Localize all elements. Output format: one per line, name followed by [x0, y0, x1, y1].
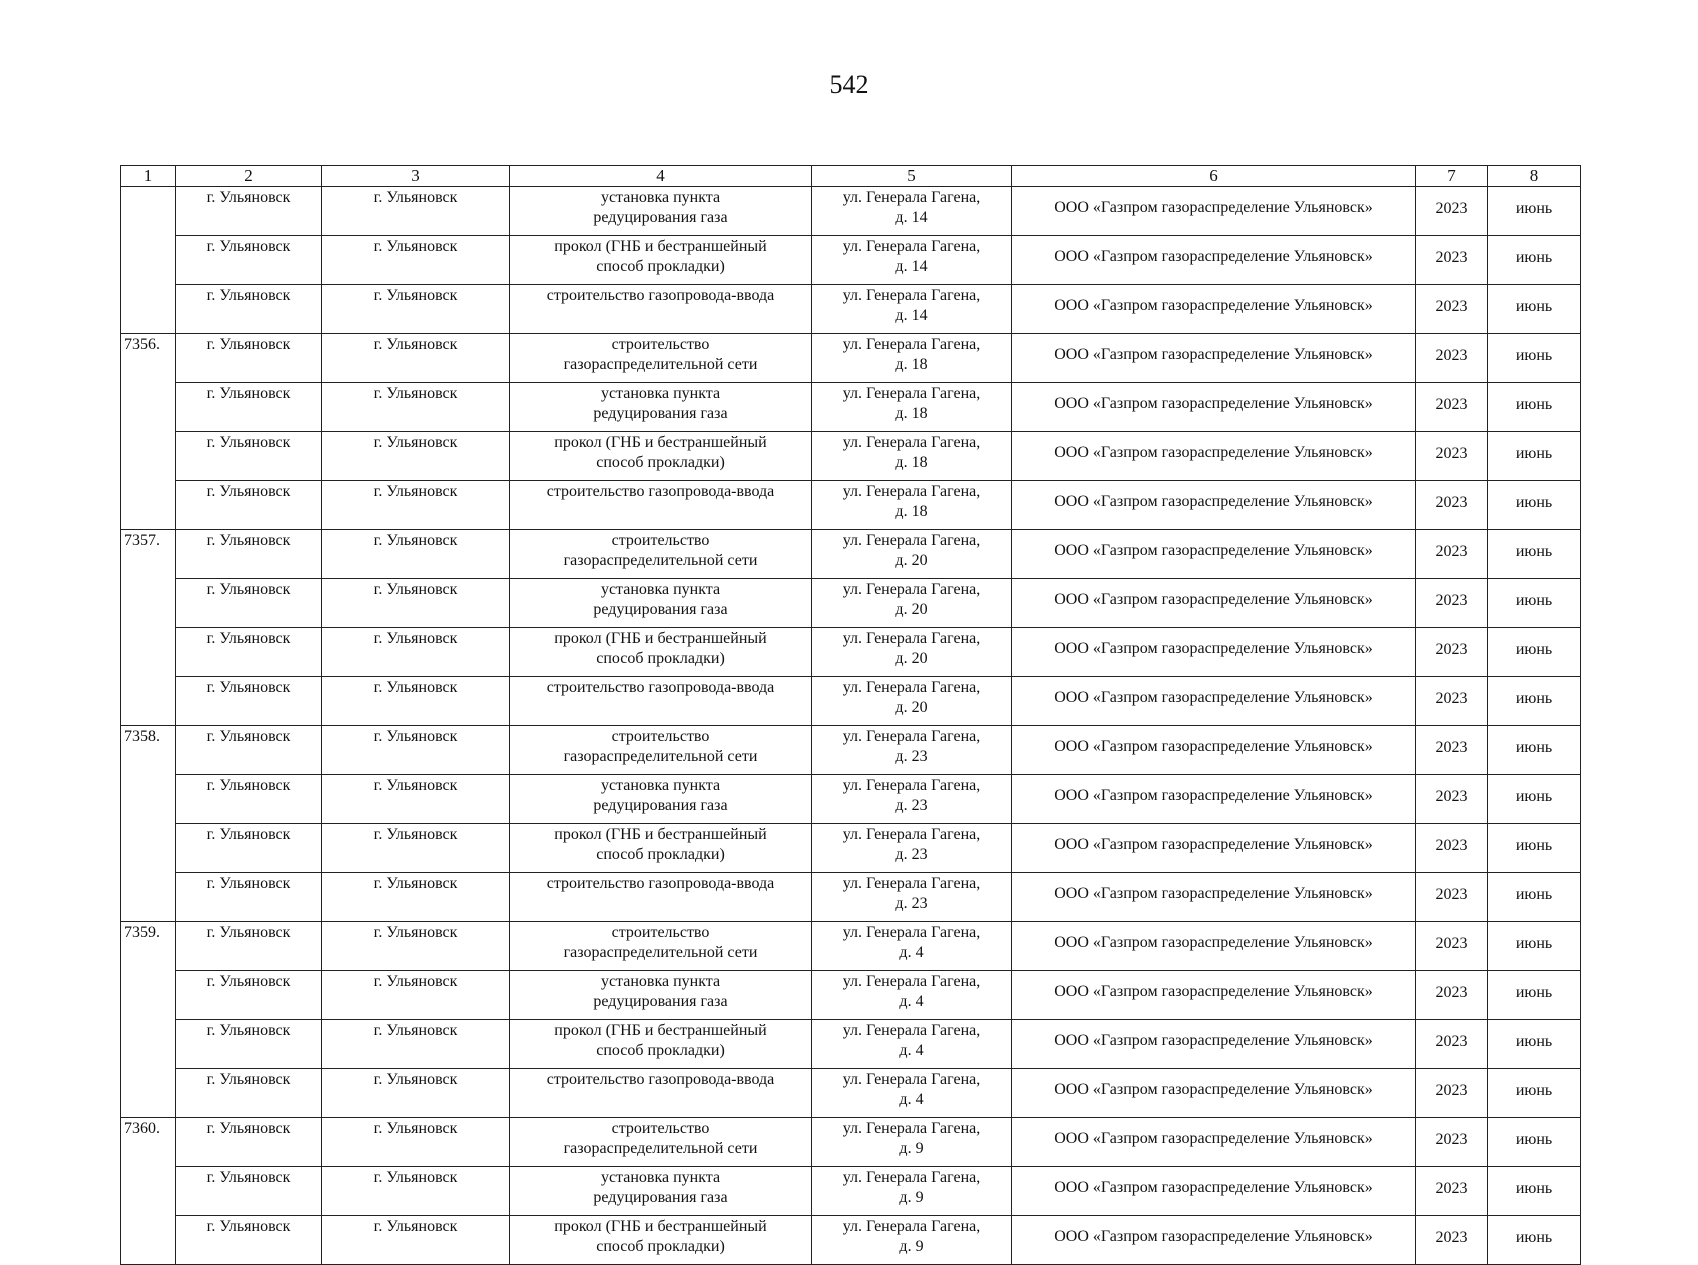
address-cell-line1: ул. Генерала Гагена,: [842, 875, 981, 892]
year-cell: 2023: [1416, 579, 1488, 628]
settlement-cell: г. Ульяновск: [322, 481, 510, 530]
owner-cell: ООО «Газпром газораспределение Ульяновск»: [1012, 824, 1416, 873]
address-cell-line1: ул. Генерала Гагена,: [842, 728, 981, 745]
month-cell: июнь: [1488, 726, 1581, 775]
owner-cell: ООО «Газпром газораспределение Ульяновск»: [1012, 1167, 1416, 1216]
month-cell: июнь: [1488, 334, 1581, 383]
work-type-cell-line2: способ прокладки): [596, 846, 725, 863]
work-type-cell-line2: газораспределительной сети: [563, 356, 758, 373]
address-cell-line2: д. 4: [899, 944, 924, 961]
address-cell-line1: ул. Генерала Гагена,: [842, 532, 981, 549]
month-cell: июнь: [1488, 1216, 1581, 1265]
work-type-cell-line2: редуцирования газа: [593, 993, 728, 1010]
work-type-cell-line1: прокол (ГНБ и бестраншейный: [554, 238, 767, 255]
address-cell-line1: ул. Генерала Гагена,: [842, 924, 981, 941]
address-cell-line2: д. 14: [895, 307, 928, 324]
work-type-cell-line1: установка пункта: [600, 189, 721, 206]
address-cell: [812, 971, 1012, 1020]
column-header: 4: [510, 166, 812, 187]
settlement-cell: г. Ульяновск: [322, 1167, 510, 1216]
year-cell: 2023: [1416, 334, 1488, 383]
work-type-cell-line1: прокол (ГНБ и бестраншейный: [554, 630, 767, 647]
work-type-cell-line1: строительство газопровода-ввода: [546, 483, 775, 500]
work-type-cell: [510, 530, 812, 579]
address-cell-line1: ул. Генерала Гагена,: [842, 777, 981, 794]
address-cell-line1: ул. Генерала Гагена,: [842, 581, 981, 598]
year-cell: 2023: [1416, 481, 1488, 530]
works-table: [120, 165, 1581, 1265]
table-row: [121, 530, 1581, 579]
municipality-cell: г. Ульяновск: [176, 775, 322, 824]
month-cell: июнь: [1488, 824, 1581, 873]
address-cell: [812, 383, 1012, 432]
item-number-cell: 7360.: [121, 1118, 176, 1265]
address-cell-line1: ул. Генерала Гагена,: [842, 483, 981, 500]
work-type-cell-line1: установка пункта: [600, 385, 721, 402]
year-cell: 2023: [1416, 873, 1488, 922]
work-type-cell: [510, 775, 812, 824]
address-cell-line1: ул. Генерала Гагена,: [842, 973, 981, 990]
address-cell: [812, 677, 1012, 726]
address-cell-line1: ул. Генерала Гагена,: [842, 189, 981, 206]
owner-cell: ООО «Газпром газораспределение Ульяновск»: [1012, 432, 1416, 481]
settlement-cell: г. Ульяновск: [322, 1216, 510, 1265]
address-cell-line2: д. 23: [895, 797, 928, 814]
work-type-cell-line1: строительство: [611, 336, 710, 353]
work-type-cell-line1: строительство газопровода-ввода: [546, 875, 775, 892]
settlement-cell: г. Ульяновск: [322, 334, 510, 383]
year-cell: 2023: [1416, 285, 1488, 334]
settlement-cell: г. Ульяновск: [322, 1118, 510, 1167]
work-type-cell: [510, 236, 812, 285]
work-type-cell: [510, 285, 812, 334]
owner-cell: ООО «Газпром газораспределение Ульяновск»: [1012, 530, 1416, 579]
address-cell-line1: ул. Генерала Гагена,: [842, 1022, 981, 1039]
municipality-cell: г. Ульяновск: [176, 530, 322, 579]
work-type-cell-line2: редуцирования газа: [593, 1189, 728, 1206]
column-header: 1: [121, 166, 176, 187]
month-cell: июнь: [1488, 187, 1581, 236]
year-cell: 2023: [1416, 1118, 1488, 1167]
header-row: [121, 166, 1581, 187]
year-cell: 2023: [1416, 236, 1488, 285]
municipality-cell: г. Ульяновск: [176, 726, 322, 775]
owner-cell: ООО «Газпром газораспределение Ульяновск»: [1012, 922, 1416, 971]
municipality-cell: г. Ульяновск: [176, 1069, 322, 1118]
municipality-cell: г. Ульяновск: [176, 922, 322, 971]
address-cell: [812, 187, 1012, 236]
year-cell: 2023: [1416, 677, 1488, 726]
address-cell-line2: д. 20: [895, 650, 928, 667]
work-type-cell: [510, 873, 812, 922]
month-cell: июнь: [1488, 873, 1581, 922]
address-cell-line2: д. 20: [895, 699, 928, 716]
address-cell-line2: д. 18: [895, 405, 928, 422]
municipality-cell: г. Ульяновск: [176, 677, 322, 726]
work-type-cell-line1: строительство газопровода-ввода: [546, 679, 775, 696]
address-cell-line2: д. 9: [899, 1238, 924, 1255]
address-cell: [812, 1216, 1012, 1265]
owner-cell: ООО «Газпром газораспределение Ульяновск»: [1012, 726, 1416, 775]
work-type-cell: [510, 1118, 812, 1167]
owner-cell: ООО «Газпром газораспределение Ульяновск»: [1012, 383, 1416, 432]
item-number-cell: 7356.: [121, 334, 176, 530]
month-cell: июнь: [1488, 432, 1581, 481]
work-type-cell-line1: строительство газопровода-ввода: [546, 1071, 775, 1088]
work-type-cell: [510, 383, 812, 432]
work-type-cell: [510, 334, 812, 383]
work-type-cell: [510, 824, 812, 873]
owner-cell: ООО «Газпром газораспределение Ульяновск»: [1012, 236, 1416, 285]
work-type-cell-line2: редуцирования газа: [593, 209, 728, 226]
owner-cell: ООО «Газпром газораспределение Ульяновск»: [1012, 873, 1416, 922]
work-type-cell-line1: строительство: [611, 924, 710, 941]
municipality-cell: г. Ульяновск: [176, 285, 322, 334]
item-number-cell: 7359.: [121, 922, 176, 1118]
address-cell-line1: ул. Генерала Гагена,: [842, 630, 981, 647]
settlement-cell: г. Ульяновск: [322, 579, 510, 628]
work-type-cell-line2: способ прокладки): [596, 1238, 725, 1255]
month-cell: июнь: [1488, 1118, 1581, 1167]
address-cell: [812, 775, 1012, 824]
table-row: [121, 187, 1581, 236]
address-cell-line2: д. 20: [895, 601, 928, 618]
address-cell-line1: ул. Генерала Гагена,: [842, 826, 981, 843]
work-type-cell-line1: строительство газопровода-ввода: [546, 287, 775, 304]
work-type-cell-line2: газораспределительной сети: [563, 748, 758, 765]
month-cell: июнь: [1488, 383, 1581, 432]
address-cell-line2: д. 4: [899, 993, 924, 1010]
table-row: [121, 432, 1581, 481]
work-type-cell: [510, 971, 812, 1020]
work-type-cell-line1: строительство: [611, 728, 710, 745]
month-cell: июнь: [1488, 922, 1581, 971]
address-cell-line2: д. 23: [895, 895, 928, 912]
table-row: [121, 824, 1581, 873]
owner-cell: ООО «Газпром газораспределение Ульяновск»: [1012, 1069, 1416, 1118]
year-cell: 2023: [1416, 187, 1488, 236]
work-type-cell: [510, 726, 812, 775]
item-number-cell: [121, 187, 176, 334]
work-type-cell-line2: газораспределительной сети: [563, 944, 758, 961]
owner-cell: ООО «Газпром газораспределение Ульяновск»: [1012, 1216, 1416, 1265]
work-type-cell-line2: способ прокладки): [596, 454, 725, 471]
settlement-cell: г. Ульяновск: [322, 677, 510, 726]
year-cell: 2023: [1416, 628, 1488, 677]
year-cell: 2023: [1416, 1216, 1488, 1265]
address-cell: [812, 1069, 1012, 1118]
column-header: 8: [1488, 166, 1581, 187]
work-type-cell-line1: установка пункта: [600, 581, 721, 598]
item-number-cell: 7358.: [121, 726, 176, 922]
address-cell-line2: д. 4: [899, 1091, 924, 1108]
address-cell-line1: ул. Генерала Гагена,: [842, 287, 981, 304]
year-cell: 2023: [1416, 726, 1488, 775]
table-row: [121, 922, 1581, 971]
work-type-cell: [510, 628, 812, 677]
table-row: [121, 1167, 1581, 1216]
owner-cell: ООО «Газпром газораспределение Ульяновск»: [1012, 775, 1416, 824]
work-type-cell-line1: строительство: [611, 532, 710, 549]
address-cell: [812, 334, 1012, 383]
address-cell-line2: д. 18: [895, 454, 928, 471]
address-cell-line2: д. 23: [895, 748, 928, 765]
year-cell: 2023: [1416, 922, 1488, 971]
municipality-cell: г. Ульяновск: [176, 383, 322, 432]
work-type-cell: [510, 1069, 812, 1118]
table-row: [121, 677, 1581, 726]
address-cell-line2: д. 14: [895, 258, 928, 275]
year-cell: 2023: [1416, 383, 1488, 432]
month-cell: июнь: [1488, 285, 1581, 334]
year-cell: 2023: [1416, 971, 1488, 1020]
address-cell-line1: ул. Генерала Гагена,: [842, 1071, 981, 1088]
owner-cell: ООО «Газпром газораспределение Ульяновск»: [1012, 1118, 1416, 1167]
column-header: 2: [176, 166, 322, 187]
settlement-cell: г. Ульяновск: [322, 1069, 510, 1118]
month-cell: июнь: [1488, 579, 1581, 628]
owner-cell: ООО «Газпром газораспределение Ульяновск»: [1012, 187, 1416, 236]
column-header: 7: [1416, 166, 1488, 187]
settlement-cell: г. Ульяновск: [322, 775, 510, 824]
column-header: 3: [322, 166, 510, 187]
address-cell-line2: д. 18: [895, 356, 928, 373]
year-cell: 2023: [1416, 1167, 1488, 1216]
settlement-cell: г. Ульяновск: [322, 187, 510, 236]
settlement-cell: г. Ульяновск: [322, 383, 510, 432]
settlement-cell: г. Ульяновск: [322, 628, 510, 677]
address-cell: [812, 481, 1012, 530]
table-row: [121, 1020, 1581, 1069]
table-row: [121, 971, 1581, 1020]
address-cell: [812, 1118, 1012, 1167]
settlement-cell: г. Ульяновск: [322, 285, 510, 334]
month-cell: июнь: [1488, 1020, 1581, 1069]
table-row: [121, 383, 1581, 432]
month-cell: июнь: [1488, 971, 1581, 1020]
address-cell-line2: д. 9: [899, 1140, 924, 1157]
year-cell: 2023: [1416, 1069, 1488, 1118]
address-cell: [812, 579, 1012, 628]
address-cell-line1: ул. Генерала Гагена,: [842, 385, 981, 402]
address-cell: [812, 922, 1012, 971]
table-row: [121, 1216, 1581, 1265]
address-cell-line2: д. 20: [895, 552, 928, 569]
item-number-cell: 7357.: [121, 530, 176, 726]
month-cell: июнь: [1488, 236, 1581, 285]
work-type-cell-line2: способ прокладки): [596, 258, 725, 275]
municipality-cell: г. Ульяновск: [176, 579, 322, 628]
column-header: 6: [1012, 166, 1416, 187]
table-row: [121, 481, 1581, 530]
year-cell: 2023: [1416, 824, 1488, 873]
address-cell: [812, 1020, 1012, 1069]
municipality-cell: г. Ульяновск: [176, 873, 322, 922]
address-cell-line2: д. 4: [899, 1042, 924, 1059]
address-cell: [812, 432, 1012, 481]
owner-cell: ООО «Газпром газораспределение Ульяновск»: [1012, 1020, 1416, 1069]
address-cell-line2: д. 23: [895, 846, 928, 863]
month-cell: июнь: [1488, 530, 1581, 579]
month-cell: июнь: [1488, 775, 1581, 824]
settlement-cell: г. Ульяновск: [322, 530, 510, 579]
table-body: [121, 187, 1581, 1265]
municipality-cell: г. Ульяновск: [176, 1118, 322, 1167]
work-type-cell-line1: прокол (ГНБ и бестраншейный: [554, 1218, 767, 1235]
municipality-cell: г. Ульяновск: [176, 628, 322, 677]
owner-cell: ООО «Газпром газораспределение Ульяновск»: [1012, 971, 1416, 1020]
work-type-cell-line1: прокол (ГНБ и бестраншейный: [554, 826, 767, 843]
address-cell-line1: ул. Генерала Гагена,: [842, 434, 981, 451]
year-cell: 2023: [1416, 432, 1488, 481]
month-cell: июнь: [1488, 481, 1581, 530]
address-cell: [812, 1167, 1012, 1216]
table-row: [121, 873, 1581, 922]
work-type-cell: [510, 1167, 812, 1216]
work-type-cell-line2: способ прокладки): [596, 1042, 725, 1059]
month-cell: июнь: [1488, 628, 1581, 677]
table-row: [121, 1118, 1581, 1167]
settlement-cell: г. Ульяновск: [322, 971, 510, 1020]
table-row: [121, 1069, 1581, 1118]
work-type-cell-line2: способ прокладки): [596, 650, 725, 667]
work-type-cell-line1: установка пункта: [600, 973, 721, 990]
municipality-cell: г. Ульяновск: [176, 971, 322, 1020]
year-cell: 2023: [1416, 530, 1488, 579]
month-cell: июнь: [1488, 1167, 1581, 1216]
address-cell: [812, 824, 1012, 873]
owner-cell: ООО «Газпром газораспределение Ульяновск»: [1012, 285, 1416, 334]
address-cell-line2: д. 9: [899, 1189, 924, 1206]
address-cell-line1: ул. Генерала Гагена,: [842, 238, 981, 255]
year-cell: 2023: [1416, 775, 1488, 824]
month-cell: июнь: [1488, 1069, 1581, 1118]
municipality-cell: г. Ульяновск: [176, 432, 322, 481]
settlement-cell: г. Ульяновск: [322, 432, 510, 481]
owner-cell: ООО «Газпром газораспределение Ульяновск»: [1012, 481, 1416, 530]
work-type-cell: [510, 922, 812, 971]
table-row: [121, 579, 1581, 628]
owner-cell: ООО «Газпром газораспределение Ульяновск»: [1012, 579, 1416, 628]
owner-cell: ООО «Газпром газораспределение Ульяновск»: [1012, 677, 1416, 726]
work-type-cell: [510, 187, 812, 236]
work-type-cell: [510, 579, 812, 628]
municipality-cell: г. Ульяновск: [176, 1020, 322, 1069]
table-row: [121, 726, 1581, 775]
address-cell: [812, 628, 1012, 677]
address-cell-line2: д. 14: [895, 209, 928, 226]
column-header: 5: [812, 166, 1012, 187]
owner-cell: ООО «Газпром газораспределение Ульяновск»: [1012, 628, 1416, 677]
settlement-cell: г. Ульяновск: [322, 824, 510, 873]
owner-cell: ООО «Газпром газораспределение Ульяновск»: [1012, 334, 1416, 383]
municipality-cell: г. Ульяновск: [176, 481, 322, 530]
work-type-cell-line1: прокол (ГНБ и бестраншейный: [554, 434, 767, 451]
settlement-cell: г. Ульяновск: [322, 1020, 510, 1069]
work-type-cell-line2: газораспределительной сети: [563, 552, 758, 569]
work-type-cell-line2: газораспределительной сети: [563, 1140, 758, 1157]
work-type-cell: [510, 1020, 812, 1069]
table-row: [121, 775, 1581, 824]
month-cell: июнь: [1488, 677, 1581, 726]
address-cell-line1: ул. Генерала Гагена,: [842, 336, 981, 353]
work-type-cell-line2: редуцирования газа: [593, 405, 728, 422]
table-row: [121, 334, 1581, 383]
work-type-cell: [510, 481, 812, 530]
work-type-cell-line2: редуцирования газа: [593, 601, 728, 618]
page-number: 542: [829, 70, 869, 99]
work-type-cell-line1: прокол (ГНБ и бестраншейный: [554, 1022, 767, 1039]
work-type-cell-line1: установка пункта: [600, 777, 721, 794]
address-cell: [812, 530, 1012, 579]
municipality-cell: г. Ульяновск: [176, 1216, 322, 1265]
settlement-cell: г. Ульяновск: [322, 236, 510, 285]
address-cell: [812, 726, 1012, 775]
year-cell: 2023: [1416, 1020, 1488, 1069]
address-cell-line1: ул. Генерала Гагена,: [842, 679, 981, 696]
address-cell: [812, 236, 1012, 285]
settlement-cell: г. Ульяновск: [322, 726, 510, 775]
municipality-cell: г. Ульяновск: [176, 334, 322, 383]
work-type-cell: [510, 677, 812, 726]
work-type-cell: [510, 1216, 812, 1265]
municipality-cell: г. Ульяновск: [176, 236, 322, 285]
table-row: [121, 236, 1581, 285]
settlement-cell: г. Ульяновск: [322, 873, 510, 922]
municipality-cell: г. Ульяновск: [176, 824, 322, 873]
address-cell-line2: д. 18: [895, 503, 928, 520]
address-cell: [812, 873, 1012, 922]
table-row: [121, 628, 1581, 677]
work-type-cell-line1: строительство: [611, 1120, 710, 1137]
settlement-cell: г. Ульяновск: [322, 922, 510, 971]
address-cell: [812, 285, 1012, 334]
work-type-cell-line2: редуцирования газа: [593, 797, 728, 814]
table-row: [121, 285, 1581, 334]
address-cell-line1: ул. Генерала Гагена,: [842, 1169, 981, 1186]
work-type-cell: [510, 432, 812, 481]
address-cell-line1: ул. Генерала Гагена,: [842, 1218, 981, 1235]
municipality-cell: г. Ульяновск: [176, 187, 322, 236]
address-cell-line1: ул. Генерала Гагена,: [842, 1120, 981, 1137]
work-type-cell-line1: установка пункта: [600, 1169, 721, 1186]
municipality-cell: г. Ульяновск: [176, 1167, 322, 1216]
